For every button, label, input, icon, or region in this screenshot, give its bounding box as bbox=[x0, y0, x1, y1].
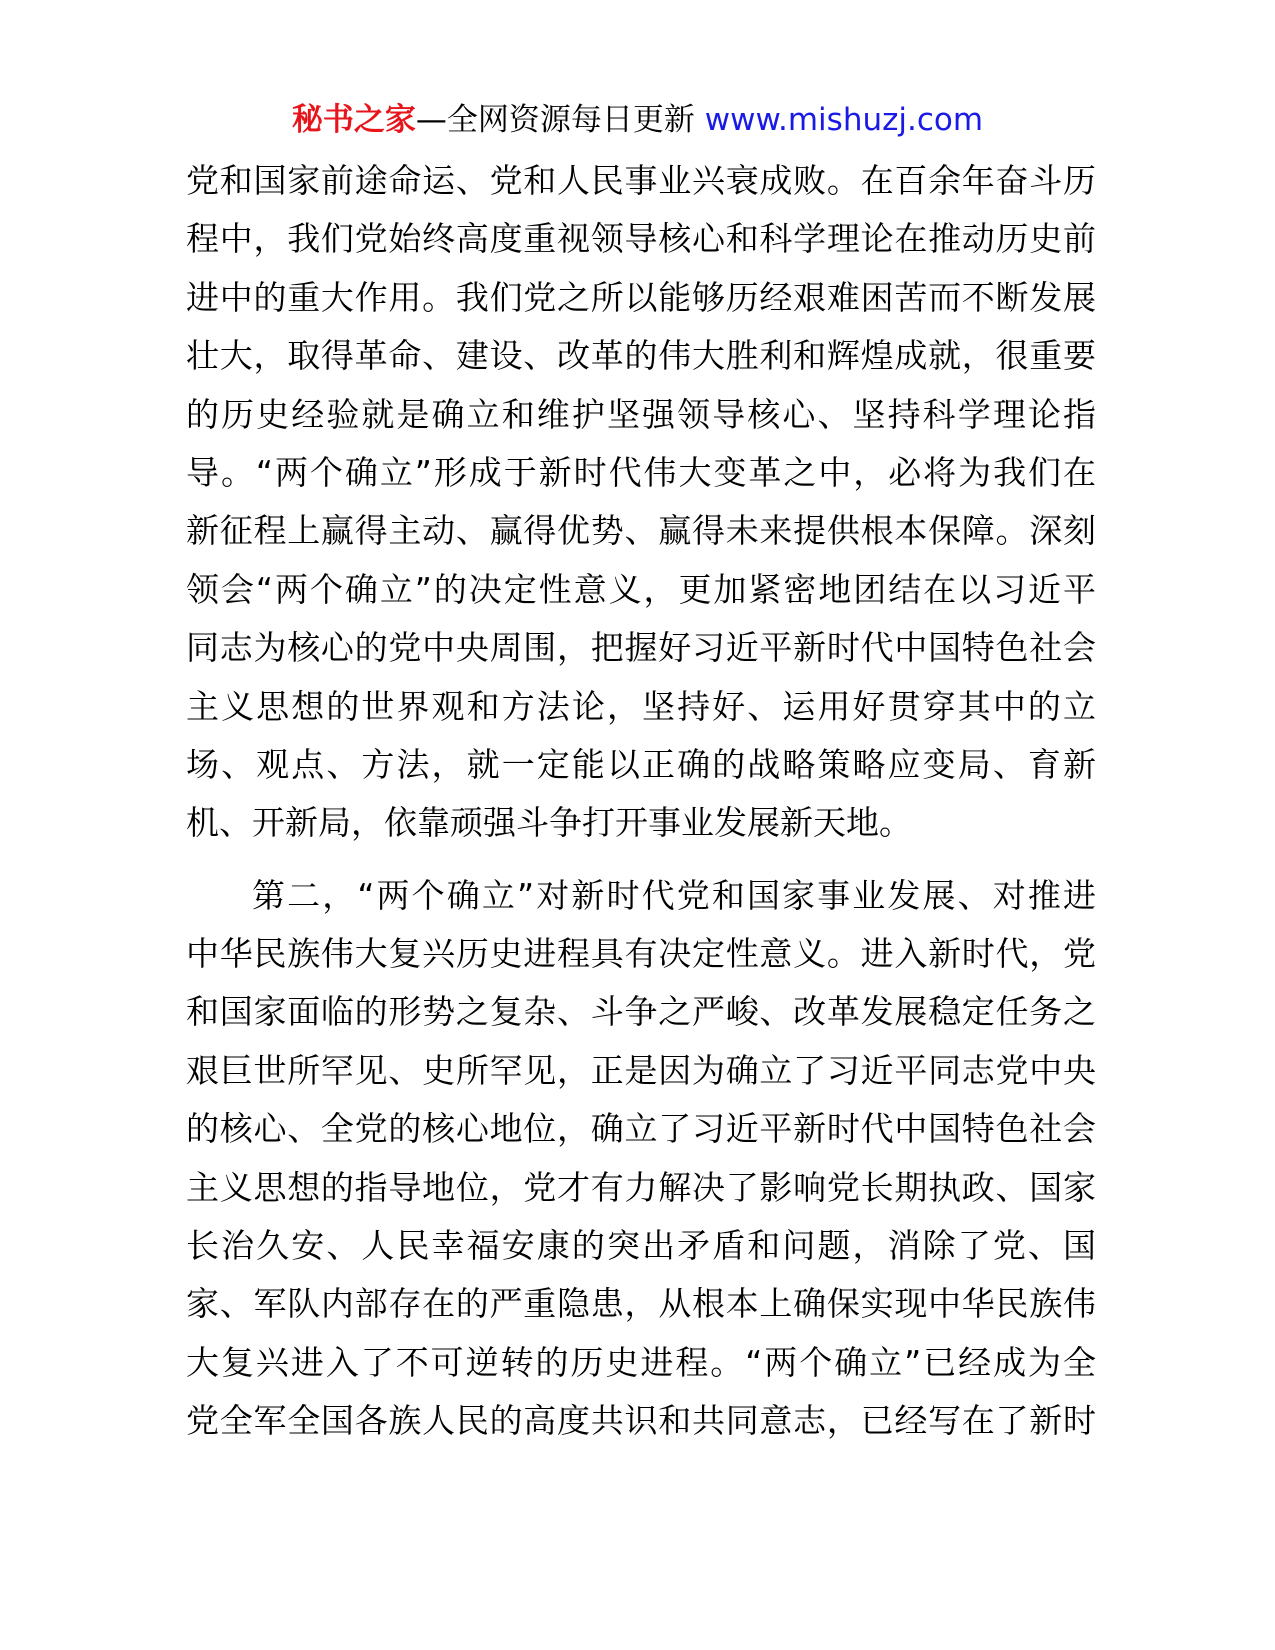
text-line: 的核心、全党的核心地位，确立了习近平新时代中国特色社会 bbox=[186, 1109, 1096, 1149]
text-line: 同志为核心的党中央周围，把握好习近平新时代中国特色社会 bbox=[186, 628, 1096, 668]
text-line: 长治久安、人民幸福安康的突出矛盾和问题，消除了党、国 bbox=[186, 1226, 1096, 1266]
text-line: 家、军队内部存在的严重隐患，从根本上确保实现中华民族伟 bbox=[186, 1284, 1096, 1324]
text-line: 进中的重大作用。我们党之所以能够历经艰难困苦而不断发展 bbox=[186, 277, 1096, 317]
text-line: 导。“两个确立”形成于新时代伟大变革之中，必将为我们在 bbox=[186, 452, 1096, 492]
text-line: 机、开新局，依靠顽强斗争打开事业发展新天地。 bbox=[186, 803, 912, 843]
site-tagline: —全网资源每日更新 bbox=[415, 102, 705, 138]
text-line: 新征程上赢得主动、赢得优势、赢得未来提供根本保障。深刻 bbox=[186, 511, 1096, 551]
paragraph-2 bbox=[186, 867, 1096, 1451]
text-line: 场、观点、方法，就一定能以正确的战略策略应变局、育新 bbox=[186, 744, 1096, 784]
text-line: 主义思想的指导地位，党才有力解决了影响党长期执政、国家 bbox=[186, 1167, 1096, 1207]
text-line: 党和国家前途命运、党和人民事业兴衰成败。在百余年奋斗历 bbox=[186, 161, 1096, 200]
document-body bbox=[186, 152, 1096, 1451]
page-header bbox=[0, 98, 1275, 142]
text-line: 的历史经验就是确立和维护坚强领导核心、坚持科学理论指 bbox=[186, 394, 1096, 434]
text-line: 党全军全国各族人民的高度共识和共同意志，已经写在了新时 bbox=[186, 1401, 1096, 1441]
text-line: 艰巨世所罕见、史所罕见，正是因为确立了习近平同志党中央 bbox=[186, 1050, 1096, 1090]
text-line: 中华民族伟大复兴历史进程具有决定性意义。进入新时代，党 bbox=[186, 934, 1096, 974]
text-line: 壮大，取得革命、建设、改革的伟大胜利和辉煌成就，很重要 bbox=[186, 336, 1096, 376]
paragraph-1 bbox=[186, 152, 1096, 853]
paragraph-spacer bbox=[186, 853, 1096, 867]
text-line: 主义思想的世界观和方法论，坚持好、运用好贯穿其中的立 bbox=[186, 686, 1096, 726]
site-brand: 秘书之家 bbox=[291, 102, 416, 138]
text-line: 和国家面临的形势之复杂、斗争之严峻、改革发展稳定任务之 bbox=[186, 992, 1096, 1032]
site-url[interactable]: www.mishuzj.com bbox=[704, 102, 984, 138]
text-line: 领会“两个确立”的决定性意义，更加紧密地团结在以习近平 bbox=[186, 569, 1096, 609]
text-line: 大复兴进入了不可逆转的历史进程。“两个确立”已经成为全 bbox=[186, 1342, 1096, 1382]
text-line: 第二，“两个确立”对新时代党和国家事业发展、对推进 bbox=[252, 875, 1096, 915]
text-line: 程中，我们党始终高度重视领导核心和科学理论在推动历史前 bbox=[186, 219, 1096, 259]
